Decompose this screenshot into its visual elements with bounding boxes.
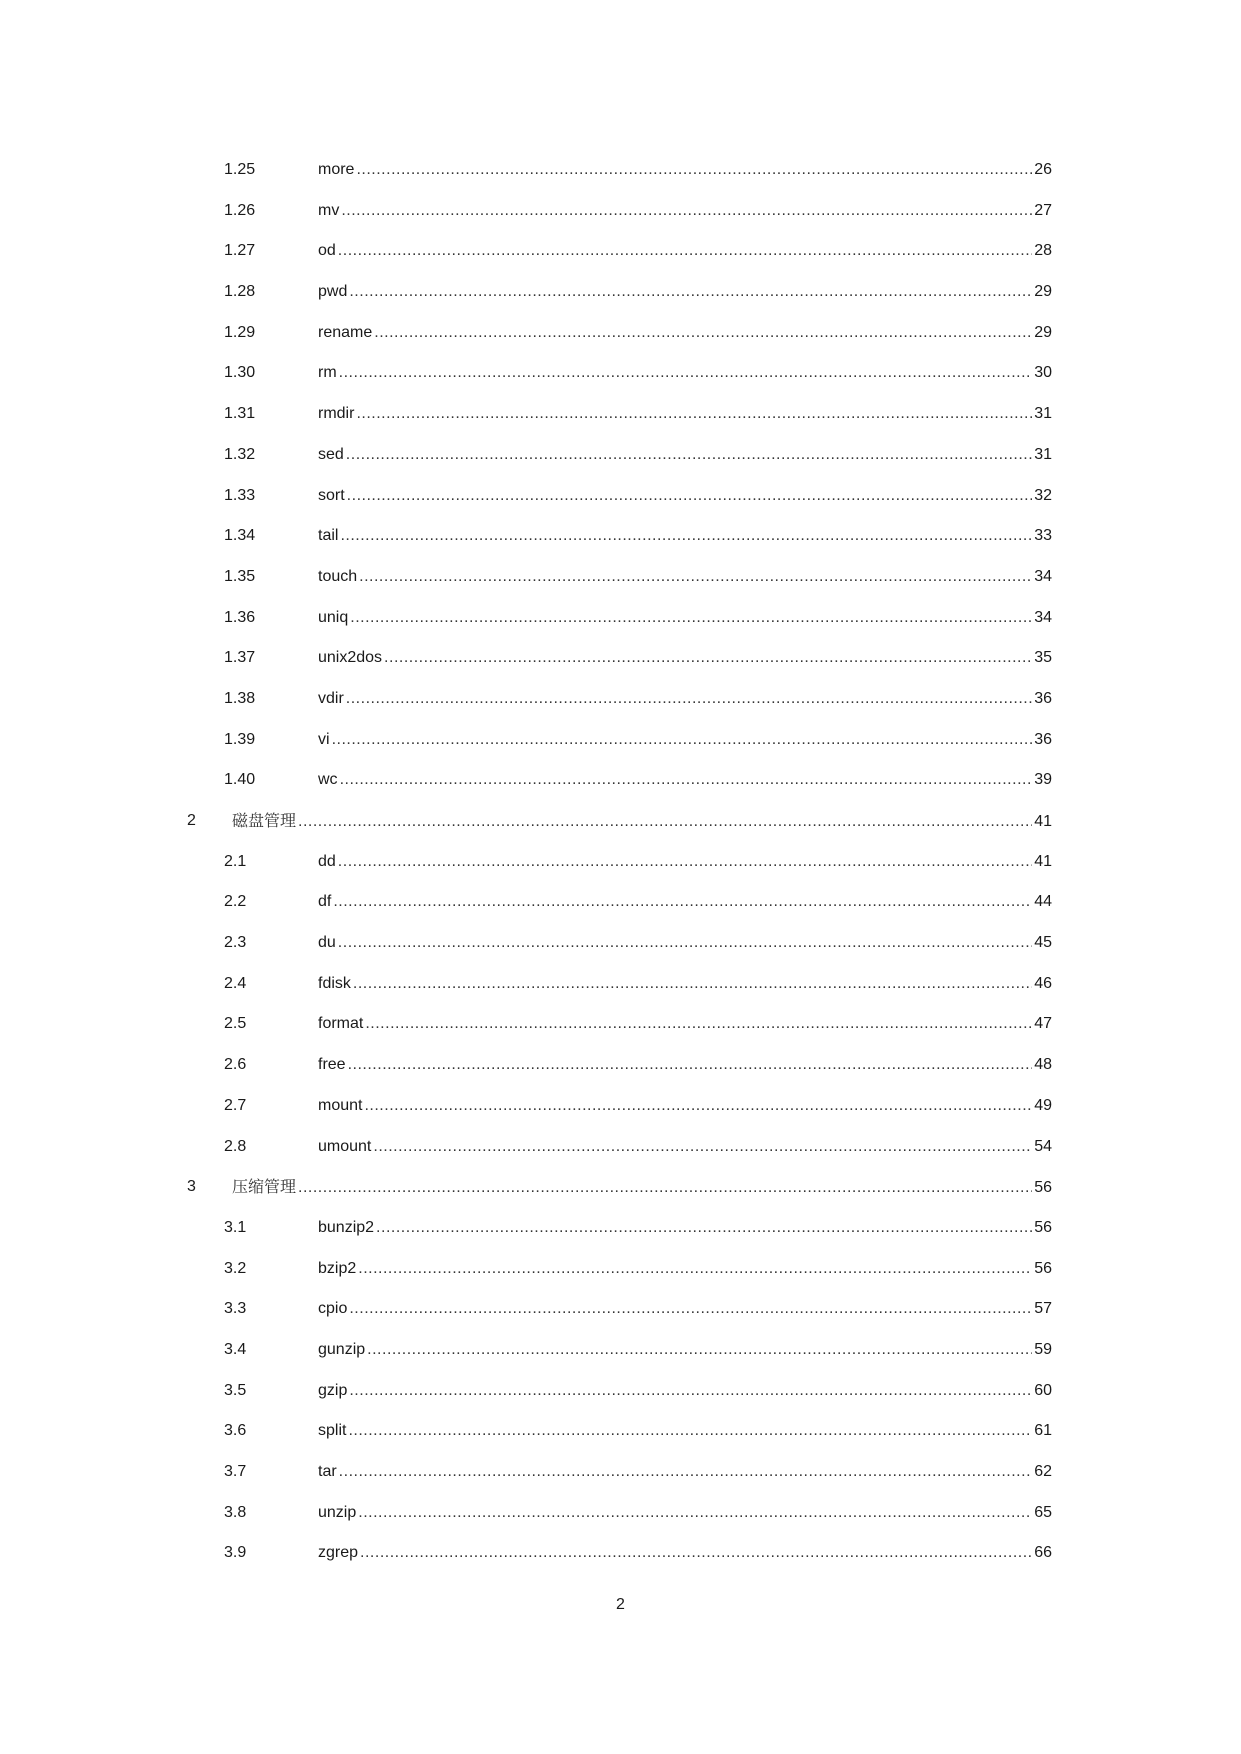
toc-entry-page[interactable]: 29 — [1034, 283, 1052, 301]
toc-entry-line — [318, 486, 1052, 506]
toc-section-entry[interactable] — [0, 842, 1241, 883]
toc-entry-line — [318, 160, 1052, 180]
toc-section-entry[interactable] — [0, 638, 1241, 679]
toc-entry-page[interactable]: 66 — [1034, 1544, 1052, 1562]
toc-entry-number: 2.5 — [224, 1015, 247, 1033]
toc-entry-title[interactable]: tail — [318, 527, 339, 545]
toc-entry-title[interactable]: touch — [318, 567, 358, 585]
toc-entry-number: 1.31 — [224, 405, 256, 423]
toc-chapter-entry[interactable] — [0, 1167, 1241, 1208]
dot-leader — [340, 770, 1033, 790]
toc-entry-number: 1.25 — [224, 161, 256, 178]
dot-leader — [346, 445, 1032, 465]
toc-entry-line — [318, 1014, 1052, 1034]
dot-leader — [360, 1543, 1032, 1563]
toc-entry-number: 3.2 — [224, 1259, 247, 1277]
toc-entry-title[interactable]: format — [318, 1015, 364, 1033]
toc-entry-line — [318, 1421, 1052, 1441]
toc-entry-number: 3.1 — [224, 1218, 247, 1236]
toc-section-entry[interactable] — [0, 1127, 1241, 1168]
toc-entry-line — [318, 933, 1052, 953]
toc-entry-title[interactable]: wc — [318, 771, 338, 789]
toc-section-entry[interactable] — [0, 679, 1241, 720]
toc-entry-line — [318, 567, 1052, 587]
toc-section-entry[interactable] — [0, 557, 1241, 598]
toc-entry-title[interactable]: od — [318, 242, 336, 260]
toc-entry-title[interactable]: rename — [318, 323, 373, 341]
dot-leader — [350, 608, 1032, 628]
dot-leader — [340, 526, 1032, 546]
dot-leader — [348, 1421, 1032, 1441]
toc-entry-page[interactable]: 28 — [1034, 242, 1052, 260]
dot-leader — [338, 241, 1032, 261]
toc-section-entry[interactable] — [0, 231, 1241, 272]
toc-entry-title[interactable]: bunzip2 — [318, 1218, 375, 1236]
toc-entry-title[interactable]: tar — [318, 1463, 337, 1480]
toc-entry-page[interactable]: 56 — [1034, 1179, 1052, 1197]
toc-section-entry[interactable] — [0, 964, 1241, 1005]
toc-entry-line — [318, 689, 1052, 709]
dot-leader — [384, 648, 1032, 668]
toc-entry-page[interactable]: 62 — [1034, 1463, 1052, 1480]
toc-entry-number: 3.4 — [224, 1340, 247, 1358]
toc-entry-page[interactable]: 54 — [1034, 1137, 1052, 1155]
dot-leader — [298, 812, 1032, 832]
toc-entry-number: 3.6 — [224, 1422, 247, 1440]
dot-leader — [373, 1137, 1032, 1157]
dot-leader — [376, 1218, 1032, 1238]
toc-entry-line — [232, 811, 1052, 832]
dot-leader — [348, 1055, 1033, 1075]
toc-entry-page[interactable]: 65 — [1034, 1503, 1052, 1521]
dot-leader — [364, 1096, 1032, 1116]
toc-entry-title[interactable]: mount — [318, 1096, 363, 1114]
dot-leader — [349, 1381, 1032, 1401]
toc-entry-number: 3.3 — [224, 1300, 247, 1318]
toc-entry-page[interactable]: 29 — [1034, 323, 1052, 341]
toc-section-entry[interactable] — [0, 516, 1241, 557]
toc-entry-title[interactable]: fdisk — [318, 974, 351, 992]
toc-section-entry[interactable] — [0, 150, 1241, 191]
toc-section-entry[interactable] — [0, 760, 1241, 801]
toc-entry-number: 3 — [187, 1178, 196, 1196]
dot-leader — [338, 933, 1032, 953]
toc-entry-page[interactable]: 31 — [1034, 445, 1052, 463]
toc-entry-page[interactable]: 44 — [1034, 893, 1052, 911]
toc-entry-line — [318, 1218, 1052, 1238]
toc-entry-number: 2 — [187, 812, 196, 829]
toc-entry-number: 2.2 — [224, 893, 247, 911]
toc-entry-line — [318, 241, 1052, 261]
toc-entry-number: 1.39 — [224, 730, 256, 748]
toc-entry-line — [318, 404, 1052, 424]
toc-section-entry[interactable] — [0, 598, 1241, 639]
toc-entry-title[interactable]: rm — [318, 364, 337, 382]
toc-entry-title[interactable]: bzip2 — [318, 1259, 357, 1277]
toc-entry-line — [318, 445, 1052, 465]
toc-section-entry[interactable] — [0, 1411, 1241, 1452]
toc-entry-number: 3.8 — [224, 1503, 247, 1521]
toc-entry-title[interactable]: uniq — [318, 608, 349, 626]
toc-entry-line — [318, 323, 1052, 343]
dot-leader — [374, 323, 1032, 343]
toc-entry-title[interactable]: df — [318, 893, 332, 911]
toc-entry-page[interactable]: 61 — [1034, 1422, 1052, 1440]
toc-entry-number: 1.29 — [224, 323, 256, 341]
dot-leader — [358, 1259, 1032, 1279]
toc-section-entry[interactable] — [0, 1208, 1241, 1249]
dot-leader — [298, 1178, 1032, 1198]
dot-leader — [353, 974, 1032, 994]
toc-entry-page[interactable]: 56 — [1034, 1259, 1052, 1277]
toc-entry-page[interactable]: 41 — [1034, 852, 1052, 870]
toc-entry-page[interactable]: 34 — [1034, 608, 1052, 626]
toc-entry-title[interactable]: rmdir — [318, 405, 355, 423]
toc-entry-number: 1.33 — [224, 486, 256, 504]
toc-entry-title[interactable]: mv — [318, 201, 340, 219]
toc-entry-number: 2.4 — [224, 974, 247, 992]
toc-entry-number: 1.38 — [224, 689, 256, 707]
dot-leader — [356, 160, 1032, 180]
toc-entry-page[interactable]: 36 — [1034, 730, 1052, 748]
toc-section-entry[interactable] — [0, 272, 1241, 313]
toc-entry-number: 1.28 — [224, 283, 256, 301]
toc-entry-number: 3.7 — [224, 1463, 247, 1480]
toc-entry-line — [318, 1055, 1052, 1075]
toc-entry-page[interactable]: 56 — [1034, 1218, 1052, 1236]
toc-entry-number: 3.9 — [224, 1544, 247, 1562]
toc-entry-page[interactable]: 39 — [1034, 771, 1052, 789]
toc-entry-line — [318, 892, 1052, 912]
toc-entry-page[interactable]: 47 — [1034, 1015, 1052, 1033]
toc-entry-page[interactable]: 59 — [1034, 1340, 1052, 1358]
toc-section-entry[interactable] — [0, 313, 1241, 354]
toc-entry-number: 1.32 — [224, 445, 256, 463]
toc-entry-title[interactable]: 压缩管理 — [232, 1177, 297, 1197]
toc-section-entry[interactable] — [0, 1330, 1241, 1371]
dot-leader — [347, 486, 1033, 506]
toc-section-entry[interactable] — [0, 191, 1241, 232]
toc-section-entry[interactable] — [0, 1533, 1241, 1574]
toc-entry-title[interactable]: vdir — [318, 689, 344, 707]
toc-entry-page[interactable]: 30 — [1034, 364, 1052, 382]
toc-entry-page[interactable]: 31 — [1034, 405, 1052, 423]
toc-section-entry[interactable] — [0, 882, 1241, 923]
dot-leader — [365, 1014, 1032, 1034]
toc-entry-line — [318, 730, 1052, 750]
toc-entry-page[interactable]: 33 — [1034, 527, 1052, 545]
dot-leader — [339, 363, 1033, 383]
toc-entry-title[interactable]: pwd — [318, 283, 348, 301]
toc-entry-title[interactable]: cpio — [318, 1300, 348, 1318]
toc-entry-line — [318, 1096, 1052, 1116]
dot-leader — [367, 1340, 1032, 1360]
toc-chapter-entry[interactable] — [0, 801, 1241, 842]
toc-entry-title[interactable]: unix2dos — [318, 649, 383, 667]
toc-section-entry[interactable] — [0, 1493, 1241, 1534]
toc-entry-number: 1.27 — [224, 242, 256, 260]
toc-entry-page[interactable]: 41 — [1034, 813, 1052, 830]
toc-entry-line — [318, 1259, 1052, 1279]
toc-entry-page[interactable]: 46 — [1034, 974, 1052, 992]
toc-entry-line — [318, 770, 1052, 790]
toc-section-entry[interactable] — [0, 1249, 1241, 1290]
dot-leader — [349, 1299, 1032, 1319]
toc-entry-title[interactable]: gzip — [318, 1381, 348, 1399]
toc-entry-page[interactable]: 49 — [1034, 1096, 1052, 1114]
toc-entry-title[interactable]: sed — [318, 445, 344, 463]
toc-entry-page[interactable]: 27 — [1034, 201, 1052, 219]
toc-section-entry[interactable] — [0, 1452, 1241, 1493]
toc-section-entry[interactable] — [0, 394, 1241, 435]
toc-section-entry[interactable] — [0, 353, 1241, 394]
dot-leader — [332, 730, 1033, 750]
toc-entry-number: 2.3 — [224, 934, 247, 952]
toc-entry-line — [318, 1340, 1052, 1360]
toc-entry-page[interactable]: 26 — [1034, 161, 1052, 178]
toc-entry-number: 1.40 — [224, 771, 256, 789]
toc-entry-title[interactable]: umount — [318, 1137, 372, 1155]
toc-entry-title[interactable]: sort — [318, 486, 345, 504]
toc-entry-title[interactable]: vi — [318, 730, 330, 748]
dot-leader — [358, 1503, 1032, 1523]
toc-entry-line — [318, 282, 1052, 302]
toc-section-entry[interactable] — [0, 1086, 1241, 1127]
toc-entry-title[interactable]: gunzip — [318, 1340, 366, 1358]
toc-entry-line — [318, 1381, 1052, 1401]
toc-entry-line — [318, 608, 1052, 628]
dot-leader — [341, 201, 1032, 221]
toc-entry-page[interactable]: 36 — [1034, 689, 1052, 707]
toc-entry-number: 1.26 — [224, 201, 256, 219]
toc-entry-line — [318, 1299, 1052, 1319]
toc-entry-line — [318, 363, 1052, 383]
dot-leader — [346, 689, 1032, 709]
toc-entry-line — [318, 852, 1052, 872]
toc-entry-title[interactable]: du — [318, 934, 336, 952]
toc-entry-page[interactable]: 34 — [1034, 567, 1052, 585]
toc-entry-page[interactable]: 35 — [1034, 649, 1052, 667]
toc-section-entry[interactable] — [0, 1004, 1241, 1045]
dot-leader — [359, 567, 1032, 587]
dot-leader — [339, 1462, 1033, 1482]
toc-entry-number: 1.37 — [224, 649, 256, 667]
toc-entry-title[interactable]: unzip — [318, 1503, 357, 1521]
dot-leader — [349, 282, 1032, 302]
toc-entry-line — [318, 1503, 1052, 1523]
dot-leader — [333, 892, 1032, 912]
toc-entry-number: 2.7 — [224, 1096, 247, 1114]
toc-entry-line — [232, 1177, 1052, 1198]
toc-section-entry[interactable] — [0, 1371, 1241, 1412]
toc-entry-line — [318, 974, 1052, 994]
toc-entry-line — [318, 1137, 1052, 1157]
toc-section-entry[interactable] — [0, 435, 1241, 476]
table-of-contents — [0, 150, 1241, 1574]
toc-entry-page[interactable]: 57 — [1034, 1300, 1052, 1318]
toc-entry-number: 3.5 — [224, 1381, 247, 1399]
toc-section-entry[interactable] — [0, 720, 1241, 761]
toc-entry-page[interactable]: 48 — [1034, 1056, 1052, 1074]
toc-entry-number: 2.8 — [224, 1137, 247, 1155]
dot-leader — [338, 852, 1032, 872]
toc-entry-title[interactable]: 磁盘管理 — [232, 811, 297, 830]
toc-entry-title[interactable]: zgrep — [318, 1544, 359, 1562]
toc-entry-line — [318, 201, 1052, 221]
page-number: 2 — [616, 1596, 625, 1613]
toc-entry-number: 2.1 — [224, 852, 247, 870]
dot-leader — [356, 404, 1032, 424]
toc-entry-page[interactable]: 60 — [1034, 1381, 1052, 1399]
toc-entry-title[interactable]: more — [318, 161, 355, 178]
toc-entry-title[interactable]: split — [318, 1422, 347, 1440]
toc-entry-number: 2.6 — [224, 1056, 247, 1074]
toc-section-entry[interactable] — [0, 476, 1241, 517]
toc-entry-line — [318, 1462, 1052, 1482]
toc-entry-line — [318, 648, 1052, 668]
toc-section-entry[interactable] — [0, 923, 1241, 964]
toc-entry-number: 1.34 — [224, 527, 256, 545]
toc-section-entry[interactable] — [0, 1045, 1241, 1086]
toc-entry-page[interactable]: 32 — [1034, 486, 1052, 504]
toc-entry-page[interactable]: 45 — [1034, 934, 1052, 952]
toc-entry-line — [318, 526, 1052, 546]
toc-entry-number: 1.35 — [224, 567, 256, 585]
toc-entry-title[interactable]: dd — [318, 852, 336, 870]
toc-section-entry[interactable] — [0, 1289, 1241, 1330]
toc-entry-line — [318, 1543, 1052, 1563]
toc-entry-number: 1.36 — [224, 608, 256, 626]
toc-entry-number: 1.30 — [224, 364, 256, 382]
toc-entry-title[interactable]: free — [318, 1056, 346, 1074]
